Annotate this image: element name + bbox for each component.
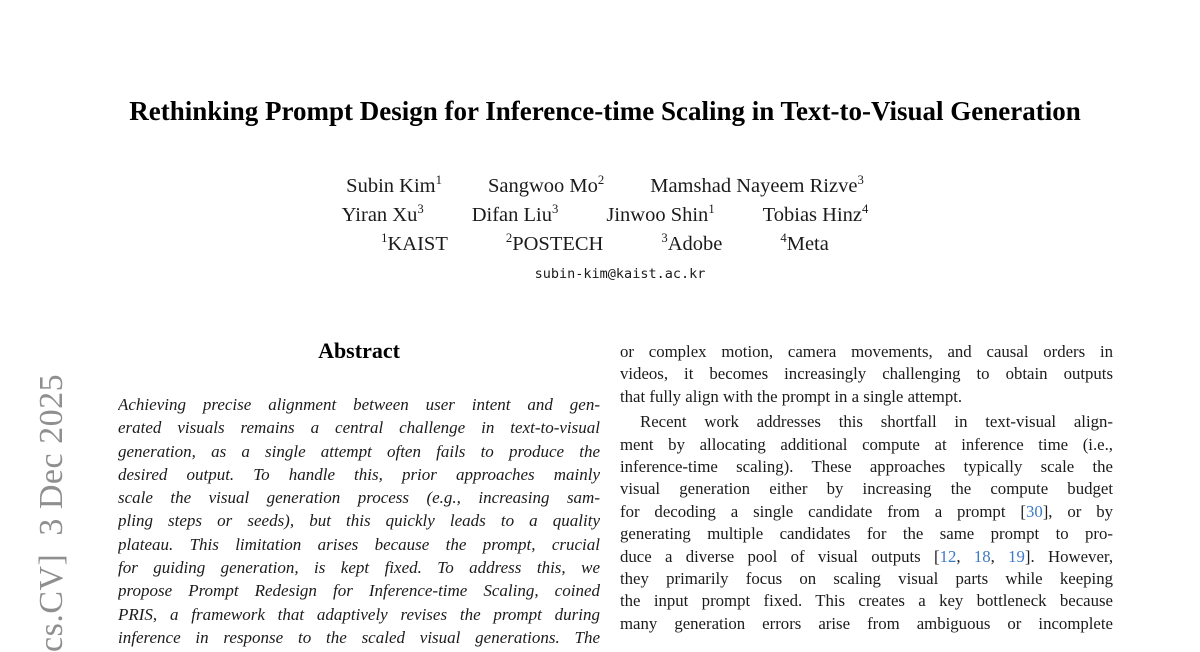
text-fragment: ], or by	[1042, 501, 1113, 521]
right-column	[620, 341, 1113, 635]
author	[650, 172, 864, 201]
author-name: Sangwoo Mo	[487, 175, 598, 197]
author-name: Yiran Xu	[341, 204, 418, 226]
text-fragment: ,	[956, 546, 974, 566]
abstract-line: for guiding generation, is kept fixed. To address this, we	[118, 558, 600, 578]
author	[763, 201, 869, 230]
author-name: Difan Liu	[471, 204, 552, 226]
paper-title: Rethinking Prompt Design for Inference-time Scaling in Text-to-Visual Generation	[129, 96, 1081, 126]
affiliation	[661, 230, 722, 259]
affil-mark: 3	[661, 231, 668, 246]
affiliation	[506, 230, 604, 259]
affil-name: KAIST	[387, 233, 448, 255]
affil-name: Adobe	[667, 233, 723, 255]
author	[472, 201, 559, 230]
author	[488, 172, 604, 201]
text-line: generating multiple candidates for the same prompt to pro-	[620, 524, 1113, 544]
author-email[interactable]: subin-kim@kaist.ac.kr	[534, 266, 706, 282]
author	[342, 201, 424, 230]
arxiv-stamp: cs.CV] 3 Dec 2025	[33, 373, 70, 652]
text-fragment: ]. However,	[1024, 546, 1113, 566]
affiliation	[780, 230, 828, 259]
affiliation-row	[55, 230, 1155, 259]
abstract-line: PRIS, a framework that adaptively revises the prompt during	[118, 604, 600, 624]
affil-mark: 2	[505, 231, 513, 246]
affil-name: Meta	[786, 233, 829, 255]
affil-mark: 4	[780, 231, 787, 246]
text-line: the input prompt fixed. This creates a key bottleneck because	[620, 591, 1113, 611]
abstract-line: generation, as a single attempt often fails to produce the	[118, 441, 600, 461]
author-name: Mamshad Nayeem Rizve	[650, 175, 858, 197]
text-line	[620, 501, 1113, 523]
author-affil-mark: 4	[862, 202, 869, 217]
abstract-line: desired output. To handle this, prior approaches mainly	[118, 464, 600, 484]
text-line: visual generation either by increasing the compute budget	[620, 479, 1113, 499]
author-affil-mark: 2	[597, 173, 605, 188]
author-affil-mark: 3	[857, 173, 864, 188]
text-line: videos, it becomes increasingly challenging to obtain outputs	[620, 364, 1113, 384]
left-column	[118, 338, 600, 649]
author-row-2	[55, 201, 1155, 230]
author-affil-mark: 1	[435, 173, 442, 188]
affiliation	[381, 230, 448, 259]
author-name: Tobias Hinz	[762, 204, 863, 226]
text-fragment: ,	[990, 546, 1009, 566]
author-affil-mark: 3	[417, 202, 424, 217]
affil-name: POSTECH	[512, 233, 604, 255]
affil-mark: 1	[381, 231, 388, 246]
citation-link-18[interactable]: 18	[973, 546, 991, 566]
text-line: many generation errors arise from ambiguous or incomplete	[620, 613, 1113, 633]
abstract-line: scale the visual generation process (e.g., increasing sam-	[118, 488, 600, 508]
abstract-heading: Abstract	[318, 338, 400, 363]
text-line: they primarily focus on scaling visual parts while keeping	[620, 569, 1113, 589]
citation-link-19[interactable]: 19	[1008, 546, 1025, 566]
author	[346, 172, 442, 201]
author-block	[55, 172, 1155, 259]
abstract-line: propose Prompt Redesign for Inference-time Scaling, coined	[118, 581, 600, 601]
text-line	[620, 546, 1113, 568]
abstract-line: pling steps or seeds), but this quickly leads to a quality	[118, 511, 600, 531]
text-line: Recent work addresses this shortfall in text-visual align-	[640, 412, 1113, 432]
text-line: ment by allocating additional compute at inference time (i.e.,	[620, 434, 1113, 454]
text-line: inference-time scaling). These approaches typically scale the	[620, 457, 1113, 477]
author-row-1	[55, 172, 1155, 201]
author	[606, 201, 714, 230]
text-line: that fully align with the prompt in a single attempt.	[620, 386, 963, 406]
author-name: Jinwoo Shin	[606, 204, 709, 226]
author-affil-mark: 1	[708, 202, 715, 217]
citation-link-30[interactable]: 30	[1025, 501, 1043, 521]
abstract-line: erated visuals remains a central challenge in text-to-visual	[118, 418, 600, 438]
abstract-line: plateau. This limitation arises because the prompt, crucial	[118, 534, 600, 554]
abstract-line: Achieving precise alignment between user intent and gen-	[118, 395, 600, 414]
text-fragment: for decoding a single candidate from a prompt [	[620, 501, 1026, 521]
author-affil-mark: 3	[552, 202, 559, 217]
author-name: Subin Kim	[346, 175, 436, 197]
citation-link-12[interactable]: 12	[939, 546, 957, 566]
text-fragment: duce a diverse pool of visual outputs [	[620, 546, 940, 566]
text-line: or complex motion, camera movements, and causal orders in	[620, 342, 1113, 361]
abstract-line: inference in response to the scaled visual generations. The	[118, 627, 600, 647]
